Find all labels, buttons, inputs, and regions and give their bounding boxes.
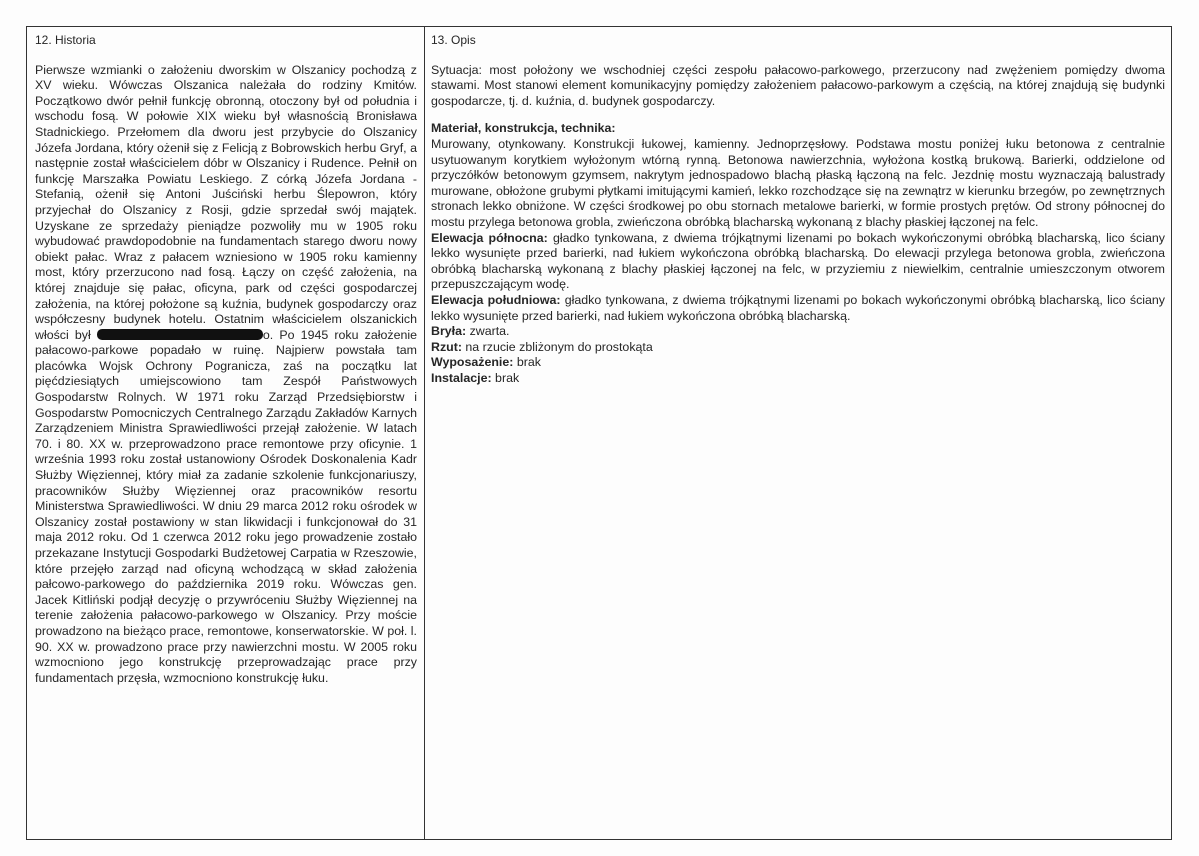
rzut-line: [431, 340, 1165, 356]
column-divider: [424, 27, 425, 839]
history-header: 12. Historia: [35, 33, 96, 47]
material-label: Materiał, konstrukcja, technika:: [431, 121, 616, 136]
rzut-label: Rzut:: [431, 339, 462, 354]
instalacje-line: [431, 371, 1165, 387]
south-elevation-paragraph: [431, 293, 1165, 324]
redaction-mark: [97, 329, 263, 340]
history-text-part2: o. Po 1945 roku założenie pałacowo-parkowe popadało w ruinę. Najpierw powstała tam placówka Wojsk Ochrony Pogranicza, zaś na początku lat pięćdziesiątych umiejscowiono tam Zespół Państwowych Gospodarstw Rolnych. W 1971 roku Zarząd Przedsiębiorstw i Gospodarstw Pomocniczych Centralnego Zarządu Zakładów Karnych Zarządzeniem Ministra Sprawiedliwości przejął założenie. W latach 70. i 80. XX w. przeprowadzono prace remontowe przy oficynie. 1 września 1993 roku został ustanowiony Ośrodek Doskonalenia Kadr Służby Więziennej, który miał za zadanie szkolenie funkcjonariuszy, pracowników Służby Więziennej oraz pracowników resortu Ministerstwa Sprawiedliwości. W dniu 29 marca 2012 roku ośrodek w Olszanicy został postawiony w stan likwidacji i funkcjonował do 31 maja 2012 roku. Od 1 czerwca 2012 roku jego prowadzenie zostało przekazane Instytucji Gospodarki Budżetowej Carpatia w Rzeszowie, które przejęło zarząd nad oficyną wchodzącą w skład założenia pałcowo-parkowego do października 2019 roku. Wówczas gen. Jacek Kitliński podjął decyzję o przywróceniu Służby Więziennej na terenie założenia pałacowo-parkowego w Olszanicy. Przy moście prowadzono na bieżąco prace, remontowe, konserwatorskie. W poł. l. 90. XX w. prowadzono prace przy nawierzchni mostu. W 2005 roku wzmocniono jego konstrukcję przeprowadzając prace przy fundamentach przęsła, wzmocniono konstrukcję łuku.: [35, 327, 421, 685]
wyposazenie-label: Wyposażenie:: [431, 355, 514, 370]
material-paragraph: Murowany, otynkowany. Konstrukcji łukowej, kamienny. Jednoprzęsłowy. Podstawa mostu poniżej łuku betonowa z centralnie usytuowanym korytkiem wyłożonym wtórną rynną. Betonowa nawierzchnia, wyłożona kostką brukową. Barierki, oddzielone od przyczółków betonowym gzymsem, nakrytym jednospadowo blachą płaską łączoną na felc. Jezdnię mostu wyznaczają balustrady murowane, obłożone grubymi płytkami imitującymi kamień, lekko rozchodzące się na zewnątrz w kierunku brzegów, po zewnętrznych stronach lekko obniżone. W części środkowej po obu stornach metalowe barierki, w formie prostych prętów. Od strony północnej do mostu przylega betonowa grobla, zwieńczona obróbką blacharską wykonaną z blachy płaskiej łączonej na felc.: [431, 136, 1165, 229]
wyposazenie-line: [431, 355, 1165, 371]
instalacje-label: Instalacje:: [431, 370, 492, 385]
bryla-text: zwarta.: [466, 324, 510, 339]
document-sheet: [26, 26, 1172, 840]
bryla-label: Bryła:: [431, 324, 467, 339]
north-elevation-label: Elewacja północna:: [431, 230, 548, 245]
north-elevation-text: gładko tynkowana, z dwiema trójkątnymi lizenami po bokach wykończonymi obróbką blacharską, lico ściany lekko wysunięte przed barierki, nad łukiem wykończona obróbką blacharską. Do elewacji przylega betonowa grobla, zwieńczona obróbką blacharską wykonaną z blachy płaskiej łączonej na felc, w przyziemiu z niewielkim, centralnie umieszczonym otworem przepuszczającym wodę.: [431, 230, 1165, 292]
north-elevation-paragraph: [431, 231, 1165, 293]
south-elevation-label: Elewacja południowa:: [431, 292, 561, 307]
instalacje-text: brak: [491, 370, 520, 385]
situation-paragraph: Sytuacja: most położony we wschodniej części zespołu pałacowo-parkowego, przerzucony nad zwężeniem pomiędzy dwoma stawami. Most stanowi element komunikacyjny pomiędzy założeniem pałacowo-parkowym a częścią, na której znajdują się budynki gospodarcze, tj. d. kuźnia, d. budynek gospodarczy.: [431, 62, 1165, 108]
description-column: [431, 33, 1165, 386]
wyposazenie-text: brak: [513, 355, 541, 370]
history-column: [35, 33, 421, 686]
material-heading: [431, 121, 1165, 137]
rzut-text: na rzucie zbliżonym do prostokąta: [461, 339, 653, 354]
description-header: 13. Opis: [431, 33, 476, 47]
south-elevation-text: gładko tynkowana, z dwiema trójkątnymi lizenami po bokach wykończonymi obróbką blacharską, lico ściany lekko wysunięte przed barierki, nad łukiem wykończona obróbką blacharską.: [431, 292, 1165, 323]
bryla-line: [431, 324, 1165, 340]
history-text-part1: Pierwsze wzmianki o założeniu dworskim w Olszanicy pochodzą z XV wieku. Wówczas Olszanica należała do rodziny Kmitów. Początkowo dwór pełnił funkcję obronną, otoczony był od południa i wschodu fosą. W połowie XIX wieku był własnością Bronisława Stadnickiego. Przełomem dla dworu jest przybycie do Olszanicy Józefa Jordana, który ożenił się z Felicją z Bobrowskich herbu Gryf, a następnie został właścicielem dóbr w Olszanicy i Rudence. Pełnił on funkcję Marszałka Powiatu Leskiego. Z córką Józefa Jordana - Stefanią, ożenił się Antoni Juściński herbu Ślepowron, który przyjechał do Olszanicy z Rosji, gdzie sprzedał swój majątek. Uzyskane ze sprzedaży pieniądze pozwoliły mu w 1905 roku wybudować prawdopodobnie na fundamentach starego dworu nowy obiekt pałac. Wraz z pałacem wzniesiono w 1905 roku kamienny most, który przerzucono nad fosą. Łączy on część założenia, na której znajduje się pałac, oficyna, park od części gospodarczej założenia, na której położone są kuźnia, budynek gospodarczy oraz współczesny budynek hotelu. Ostatnim właścicielem olszanickich włości był: [35, 62, 421, 342]
history-text: [35, 62, 421, 687]
